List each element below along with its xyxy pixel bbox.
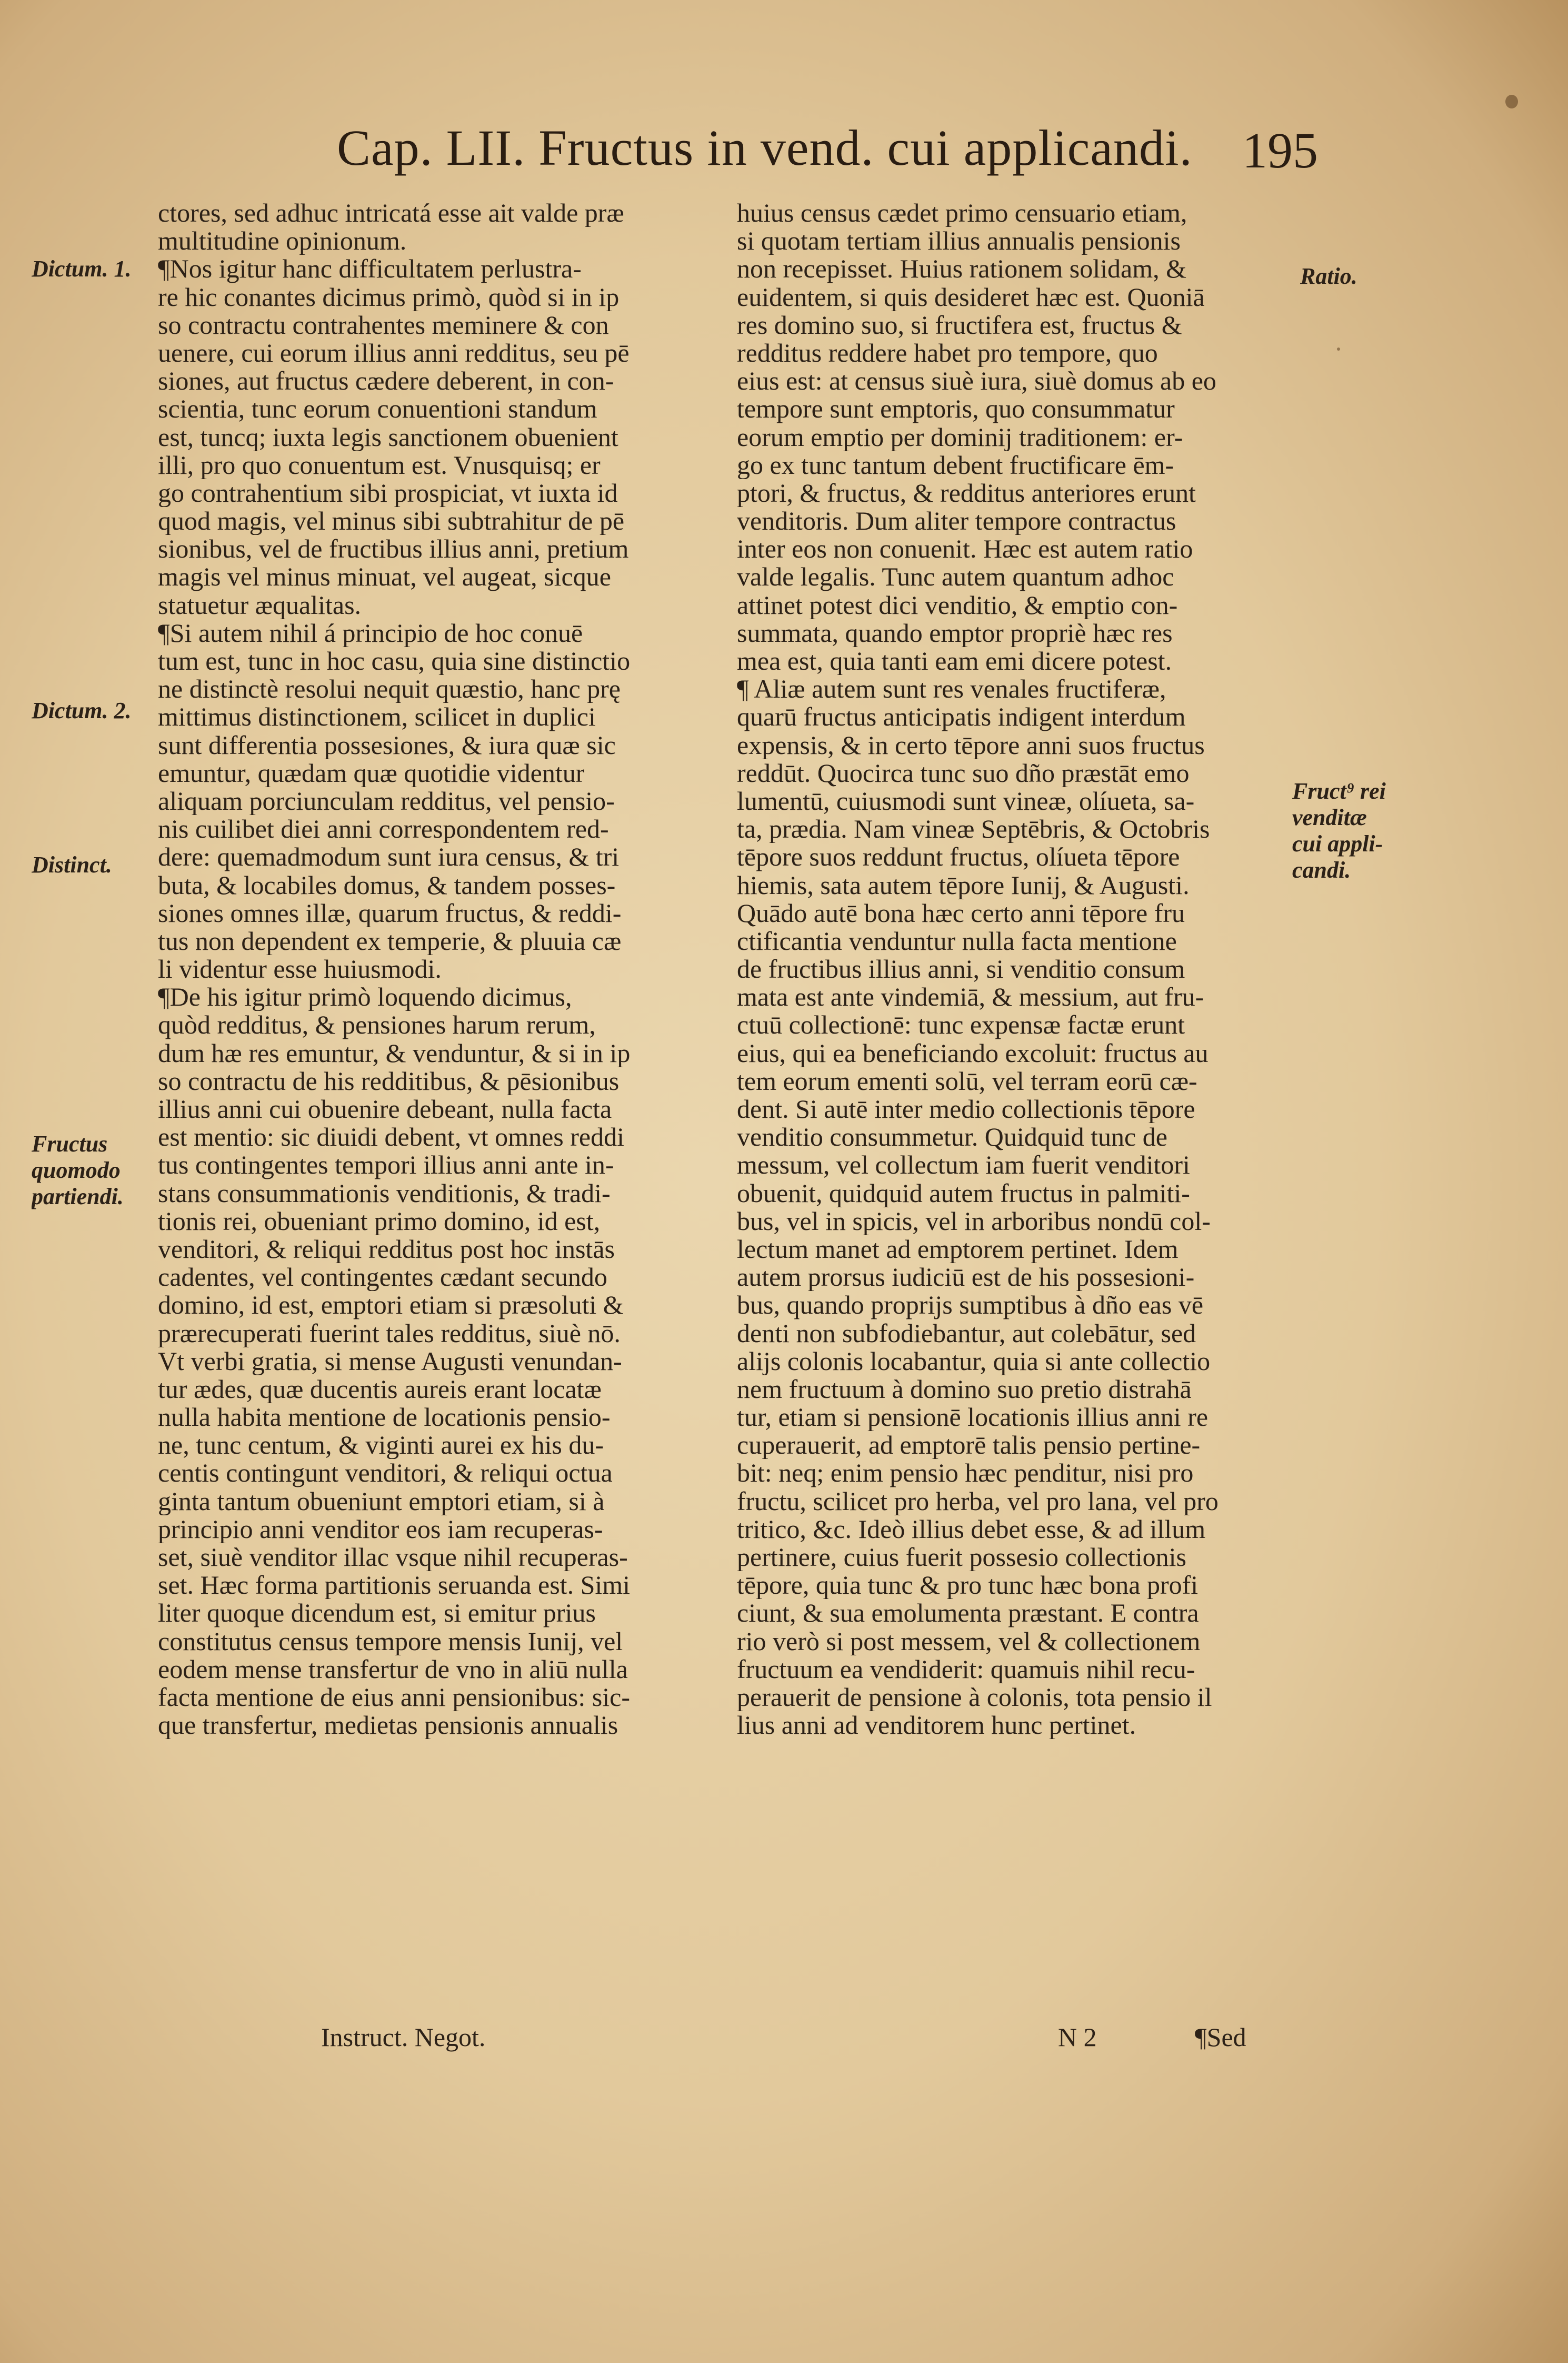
text-line: aliquam porciunculam redditus, vel pensio- bbox=[158, 787, 615, 816]
text-line: venditori, & reliqui redditus post hoc instās bbox=[158, 1235, 615, 1264]
text-line: dum hæ res emuntur, & venduntur, & si in ip bbox=[158, 1039, 631, 1067]
text-line: quòd redditus, & pensiones harum rerum, bbox=[158, 1011, 596, 1039]
text-line: quarū fructus anticipatis indigent interdum bbox=[737, 703, 1186, 731]
margin-note-line: Dictum. 1. bbox=[32, 256, 132, 282]
text-line: lumentū, cuiusmodi sunt vineæ, olíueta, sa- bbox=[737, 787, 1195, 816]
margin-note-line: Fruct⁹ rei bbox=[1292, 778, 1386, 804]
text-line: euidentem, si quis desideret hæc est. Quoniā bbox=[737, 283, 1205, 311]
text-line: bus, quando proprijs sumptibus à dño eas vē bbox=[737, 1291, 1204, 1319]
margin-note-fructus-quomodo bbox=[32, 1131, 124, 1210]
text-line: buta, & locabiles domus, & tandem posses- bbox=[158, 871, 616, 899]
text-line: Vt verbi gratia, si mense Augusti venundan- bbox=[158, 1347, 622, 1375]
text-line: ciunt, & sua emolumenta præstant. E contra bbox=[737, 1599, 1199, 1627]
margin-note-line: venditæ bbox=[1292, 805, 1367, 830]
margin-note-line: partiendi. bbox=[32, 1184, 124, 1209]
text-line: obuenit, quidquid autem fructus in palmiti- bbox=[737, 1179, 1190, 1207]
text-line: bus, vel in spicis, vel in arboribus nondū col- bbox=[737, 1207, 1211, 1235]
text-line: tus non dependent ex temperie, & pluuia cæ bbox=[158, 927, 622, 956]
text-line: principio anni venditor eos iam recuperas- bbox=[158, 1515, 603, 1543]
margin-note-line: cui appli- bbox=[1292, 831, 1383, 857]
text-line: venditio consummetur. Quidquid tunc de bbox=[737, 1123, 1167, 1151]
text-line: est, tuncq; iuxta legis sanctionem obuenient bbox=[158, 423, 618, 451]
margin-note-line: Dictum. 2. bbox=[32, 698, 132, 723]
text-line: ne, tunc centum, & viginti aurei ex his du- bbox=[158, 1431, 604, 1460]
text-line: uenere, cui eorum illius anni redditus, seu pē bbox=[158, 339, 630, 368]
text-line: alijs colonis locabantur, quia si ante collectio bbox=[737, 1347, 1211, 1375]
text-line: mittimus distinctionem, scilicet in duplici bbox=[158, 703, 596, 731]
text-line: ne distinctè resolui nequit quæstio, hanc prę bbox=[158, 675, 621, 703]
margin-note-dictum-1 bbox=[32, 256, 131, 282]
text-line: go contrahentium sibi prospiciat, vt iuxta id bbox=[158, 479, 618, 508]
text-line: lectum manet ad emptorem pertinet. Idem bbox=[737, 1235, 1179, 1264]
text-line: tur, etiam si pensionē locationis illius anni re bbox=[737, 1403, 1209, 1432]
text-line: set, siuè venditor illac vsque nihil recuperas- bbox=[158, 1543, 628, 1572]
text-line: mea est, quia tanti eam emi dicere potest. bbox=[737, 647, 1172, 676]
text-line: messum, vel collectum iam fuerit venditori bbox=[737, 1151, 1190, 1179]
text-line: ctificantia venduntur nulla facta mentione bbox=[737, 927, 1177, 956]
text-line: ctuū collectionē: tunc expensæ factæ erunt bbox=[737, 1011, 1185, 1039]
text-line: multitudine opinionum. bbox=[158, 227, 407, 255]
text-line: nulla habita mentione de locationis pensio- bbox=[158, 1403, 611, 1432]
text-line: constitutus census tempore mensis Iunij, vel bbox=[158, 1627, 623, 1655]
text-line: lius anni ad venditorem hunc pertinet. bbox=[737, 1711, 1136, 1740]
text-line: tum est, tunc in hoc casu, quia sine distinctio bbox=[158, 647, 631, 676]
text-line: ¶Nos igitur hanc difficultatem perlustra- bbox=[158, 255, 582, 283]
text-line: stans consummationis venditionis, & tradi- bbox=[158, 1179, 611, 1207]
text-line: redditus reddere habet pro tempore, quo bbox=[737, 339, 1158, 368]
text-line: est mentio: sic diuidi debent, vt omnes reddi bbox=[158, 1123, 624, 1151]
text-line: ctores, sed adhuc intricatá esse ait valde præ bbox=[158, 199, 624, 227]
text-line: tem eorum ementi solū, vel terram eorū cæ- bbox=[737, 1067, 1197, 1095]
text-line: nis cuilibet diei anni correspondentem red- bbox=[158, 815, 609, 843]
text-line: ptori, & fructus, & redditus anteriores erunt bbox=[737, 479, 1196, 508]
text-line: ¶Si autem nihil á principio de hoc conuē bbox=[158, 619, 583, 647]
text-line: perauerit de pensione à colonis, tota pensio il bbox=[737, 1683, 1212, 1712]
margin-note-fructus-rei bbox=[1292, 778, 1386, 883]
margin-note-line: quomodo bbox=[32, 1157, 121, 1183]
text-line: non recepisset. Huius rationem solidam, & bbox=[737, 255, 1187, 283]
text-line: que transfertur, medietas pensionis annualis bbox=[158, 1711, 618, 1740]
text-line: liter quoque dicendum est, si emitur prius bbox=[158, 1599, 596, 1627]
text-line: emuntur, quædam quæ quotidie videntur bbox=[158, 759, 585, 787]
text-line: valde legalis. Tunc autem quantum adhoc bbox=[737, 563, 1174, 591]
text-line: go ex tunc tantum debent fructificare ēm- bbox=[737, 451, 1174, 479]
catchword-left: Instruct. Negot. bbox=[321, 2022, 486, 2052]
text-line: ginta tantum obueniunt emptori etiam, si à bbox=[158, 1487, 605, 1515]
page-number: 195 bbox=[1242, 122, 1318, 178]
text-line: de fructibus illius anni, si venditio consum bbox=[737, 955, 1185, 984]
text-line: venditoris. Dum aliter tempore contractus bbox=[737, 507, 1176, 535]
text-line: tempore sunt emptoris, quo consummatur bbox=[737, 395, 1175, 423]
text-line: statuetur æqualitas. bbox=[158, 591, 362, 619]
text-line: res domino suo, si fructifera est, fructus & bbox=[737, 311, 1182, 339]
text-line: huius census cædet primo censuario etiam, bbox=[737, 199, 1187, 227]
signature-mark: N 2 bbox=[1058, 2022, 1097, 2052]
left-text-column bbox=[158, 199, 690, 1739]
text-line: eodem mense transfertur de vno in aliū nulla bbox=[158, 1655, 628, 1683]
text-line: sunt differentia possesiones, & iura quæ sic bbox=[158, 731, 616, 759]
text-line: eius est: at census siuè iura, siuè domus ab eo bbox=[737, 367, 1216, 395]
text-line: hiemis, sata autem tēpore Iunij, & Augusti. bbox=[737, 871, 1190, 899]
text-line: si quotam tertiam illius annualis pensionis bbox=[737, 227, 1181, 255]
text-line: expensis, & in certo tēpore anni suos fructus bbox=[737, 731, 1205, 759]
paper-stain bbox=[1337, 348, 1340, 351]
text-line: fructuum ea vendiderit: quamuis nihil recu- bbox=[737, 1655, 1195, 1683]
right-text-column bbox=[737, 199, 1284, 1739]
text-line: ta, prædia. Nam vineæ Septēbris, & Octobris bbox=[737, 815, 1210, 843]
text-line: cuperauerit, ad emptorē talis pensio pertine- bbox=[737, 1431, 1201, 1460]
running-head: Cap. LII. Fructus in vend. cui applicandi. bbox=[337, 120, 1193, 176]
text-line: tritico, &c. Ideò illius debet esse, & ad illum bbox=[737, 1515, 1206, 1543]
text-line: illius anni cui obuenire debeant, nulla facta bbox=[158, 1095, 612, 1124]
text-line: autem prorsus iudiciū est de his possesioni- bbox=[737, 1263, 1195, 1292]
paper-stain bbox=[1505, 95, 1518, 108]
text-line: quod magis, vel minus sibi subtrahitur de pē bbox=[158, 507, 625, 535]
text-line: set. Hæc forma partitionis seruanda est. Simi bbox=[158, 1571, 631, 1600]
catchword-right: ¶Sed bbox=[1195, 2022, 1246, 2052]
text-line: eorum emptio per dominij traditionem: er- bbox=[737, 423, 1183, 451]
text-line: reddūt. Quocirca tunc suo dño præstāt emo bbox=[737, 759, 1190, 787]
text-line: tur ædes, quæ ducentis aureis erant locatæ bbox=[158, 1375, 602, 1404]
text-line: so contractu contrahentes meminere & con bbox=[158, 311, 609, 339]
text-line: ¶De his igitur primò loquendo dicimus, bbox=[158, 983, 572, 1011]
text-line: centis contingunt venditori, & reliqui octua bbox=[158, 1459, 613, 1487]
text-line: attinet potest dici venditio, & emptio con- bbox=[737, 591, 1178, 619]
text-line: denti non subfodiebantur, aut colebātur, sed bbox=[737, 1319, 1196, 1347]
text-line: domino, id est, emptori etiam si præsoluti & bbox=[158, 1291, 624, 1319]
margin-note-dictum-2 bbox=[32, 698, 131, 724]
text-line: scientia, tunc eorum conuentioni standum bbox=[158, 395, 597, 423]
text-line: ¶ Aliæ autem sunt res venales fructiferæ, bbox=[737, 675, 1166, 703]
margin-note-line: Fructus bbox=[32, 1131, 108, 1157]
margin-note-distinct bbox=[32, 852, 112, 878]
margin-note-line: Ratio. bbox=[1300, 263, 1357, 289]
text-line: summata, quando emptor propriè hæc res bbox=[737, 619, 1173, 647]
margin-note-ratio bbox=[1300, 263, 1357, 290]
text-line: illi, pro quo conuentum est. Vnusquisq; er bbox=[158, 451, 601, 479]
text-line: dere: quemadmodum sunt iura census, & tri bbox=[158, 843, 620, 871]
text-line: inter eos non conuenit. Hæc est autem ratio bbox=[737, 535, 1193, 563]
text-line: mata est ante vindemiā, & messium, aut fru- bbox=[737, 983, 1204, 1011]
text-line: cadentes, vel contingentes cædant secundo bbox=[158, 1263, 607, 1292]
margin-note-line: candi. bbox=[1292, 857, 1351, 883]
text-line: rio verò si post messem, vel & collectionem bbox=[737, 1627, 1201, 1655]
text-line: li videntur esse huiusmodi. bbox=[158, 955, 442, 984]
text-line: eius, qui ea beneficiando excoluit: fructus au bbox=[737, 1039, 1209, 1067]
text-line: fructu, scilicet pro herba, vel pro lana, vel pro bbox=[737, 1487, 1219, 1515]
text-line: dent. Si autē inter medio collectionis tēpore bbox=[737, 1095, 1195, 1124]
text-line: pertinere, cuius fuerit possesio collectionis bbox=[737, 1543, 1186, 1572]
text-line: tēpore, quia tunc & pro tunc hæc bona profi bbox=[737, 1571, 1199, 1600]
text-line: Quādo autē bona hæc certo anni tēpore fru bbox=[737, 899, 1185, 927]
text-line: bit: neq; enim pensio hæc penditur, nisi pro bbox=[737, 1459, 1194, 1487]
text-line: facta mentione de eius anni pensionibus: sic- bbox=[158, 1683, 630, 1712]
text-line: sionibus, vel de fructibus illius anni, pretium bbox=[158, 535, 629, 563]
text-line: prærecuperati fuerint tales redditus, siuè nō. bbox=[158, 1319, 621, 1347]
text-line: so contractu de his redditibus, & pēsionibus bbox=[158, 1067, 620, 1095]
text-line: magis vel minus minuat, vel augeat, sicque bbox=[158, 563, 611, 591]
text-line: tēpore suos reddunt fructus, olíueta tēpore bbox=[737, 843, 1180, 871]
text-line: tus contingentes tempori illius anni ante in- bbox=[158, 1151, 614, 1179]
text-line: siones omnes illæ, quarum fructus, & reddi- bbox=[158, 899, 622, 927]
text-line: re hic conantes dicimus primò, quòd si in ip bbox=[158, 283, 620, 311]
margin-note-line: Distinct. bbox=[32, 852, 112, 878]
text-line: tionis rei, obueniant primo domino, id est, bbox=[158, 1207, 601, 1235]
text-line: siones, aut fructus cædere deberent, in con- bbox=[158, 367, 614, 395]
text-line: nem fructuum à domino suo pretio distrahā bbox=[737, 1375, 1192, 1404]
